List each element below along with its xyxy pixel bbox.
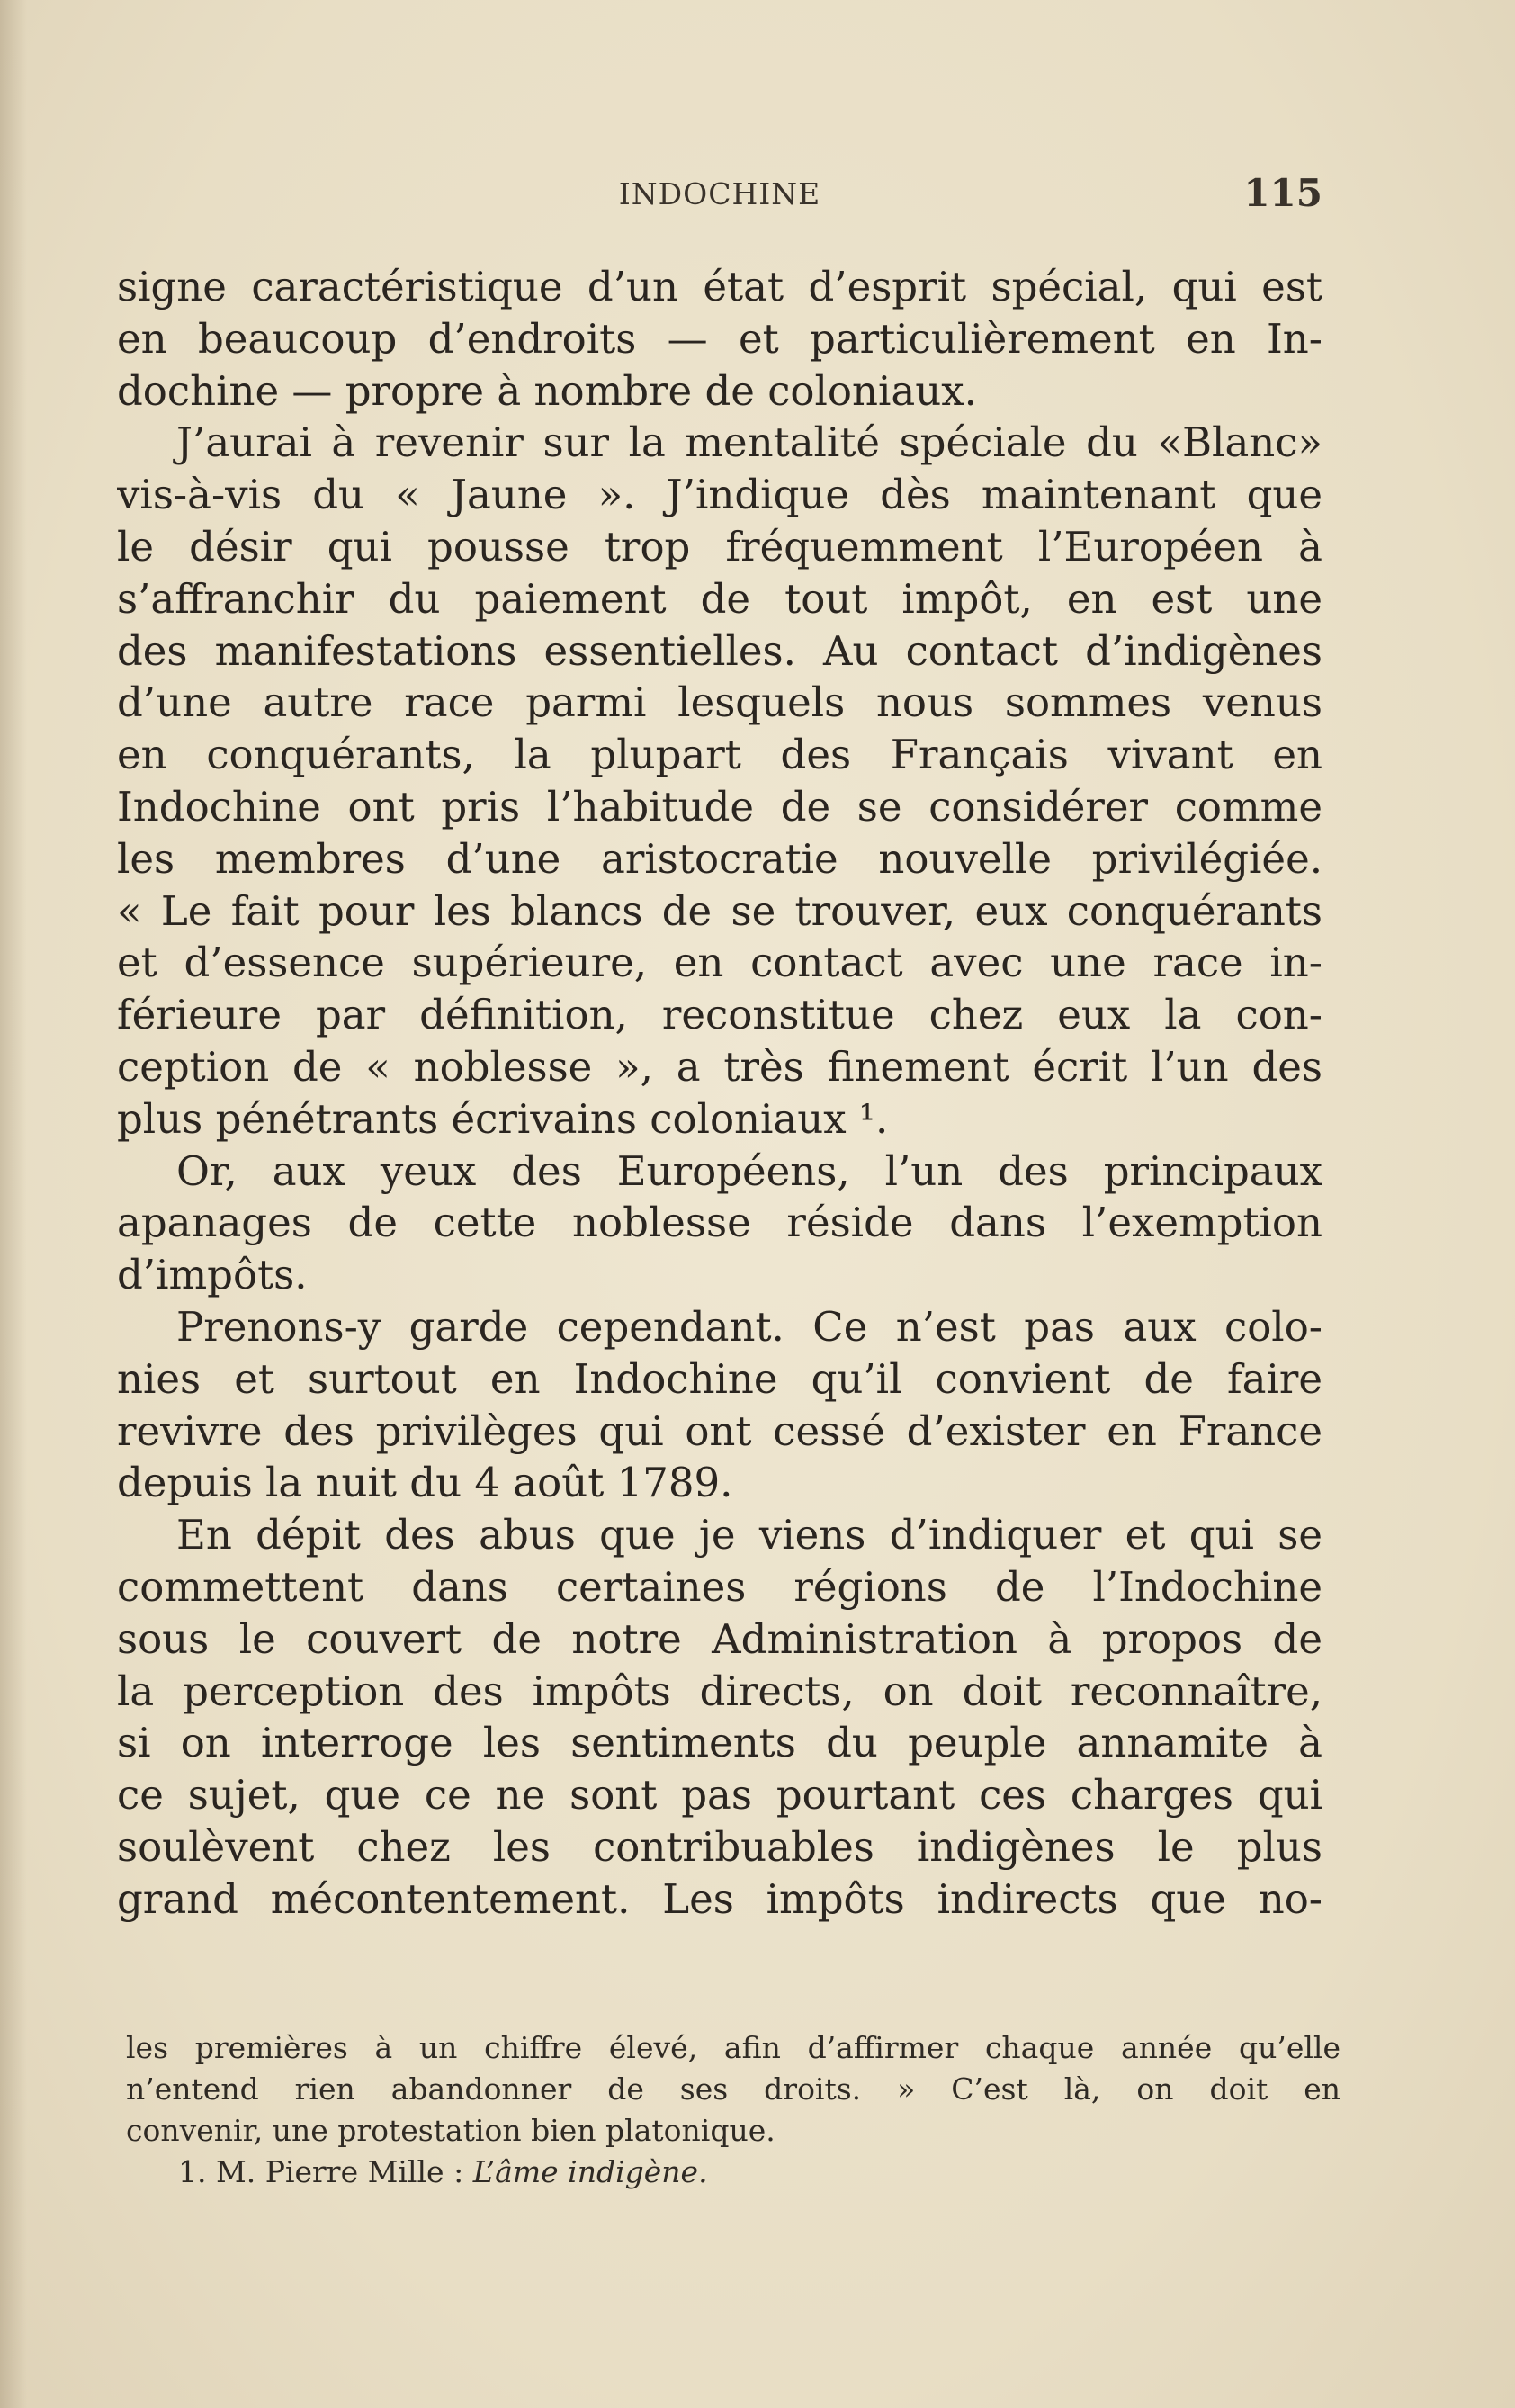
text-line: la perception des impôts directs, on doit reconnaître, [117,1667,1322,1715]
text-line: le désir qui pousse trop fréquemment l’Européen à [117,522,1322,571]
page-header [117,171,1322,216]
text-line: commettent dans certaines régions de l’Indochine [117,1562,1322,1611]
text-line: d’une autre race parmi lesquels nous sommes venus [117,678,1322,727]
running-title: INDOCHINE [618,176,821,211]
text-line: d’impôts. [117,1251,308,1299]
text-line: dochine — propre à nombre de coloniaux. [117,366,977,415]
text-line: férieure par définition, reconstitue chez eux la con- [117,991,1322,1039]
body-text [117,261,1322,1926]
footnote-1-marker: 1. M. Pierre Mille : [178,2154,473,2189]
text-line: si on interroge les sentiments du peuple annamite à [117,1719,1322,1767]
text-line: Indochine ont pris l’habitude de se considérer comme [117,782,1322,831]
text-line: En dépit des abus que je viens d’indiquer et qui se [176,1511,1322,1559]
footnote-line: n’entend rien abandonner de ses droits. » C’est là, on doit en [126,2071,1340,2107]
text-line: nies et surtout en Indochine qu’il convient de faire [117,1354,1322,1403]
footnote-line: les premières à un chiffre élevé, afin d’affirmer chaque année qu’elle [126,2030,1340,2065]
text-line: grand mécontentement. Les impôts indirects que no- [117,1874,1322,1923]
text-line: ception de « noblesse », a très finement écrit l’un des [117,1042,1322,1091]
text-line: J’aurai à revenir sur la mentalité spéciale du «Blanc» [176,418,1322,467]
text-line: sous le couvert de notre Administration à propos de [117,1614,1322,1663]
text-line: signe caractéristique d’un état d’esprit spécial, qui est [117,263,1322,310]
footnote-1-title: L’âme indigène. [472,2154,708,2189]
text-line: les membres d’une aristocratie nouvelle privilégiée. [117,834,1322,883]
text-line: des manifestations essentielles. Au contact d’indigènes [117,626,1322,675]
page-number: 115 [1243,171,1322,215]
text-line: ce sujet, que ce ne sont pas pourtant ces charges qui [117,1771,1322,1819]
footnote-1 [126,2152,1340,2193]
footnotes [126,2027,1340,2193]
text-line: soulèvent chez les contribuables indigènes le plus [117,1822,1322,1871]
binding-shadow [0,0,27,2408]
text-line: en beaucoup d’endroits — et particulièrement en In- [117,314,1322,363]
text-line: vis-à-vis du « Jaune ». J’indique dès maintenant que [117,471,1322,519]
text-line: « Le fait pour les blancs de se trouver, eux conquérants [117,886,1322,935]
text-line: Prenons-y garde cependant. Ce n’est pas aux colo- [176,1302,1322,1351]
text-line: en conquérants, la plupart des Français vivant en [117,731,1322,779]
text-line: Or, aux yeux des Européens, l’un des principaux [176,1146,1322,1195]
text-line: depuis la nuit du 4 août 1789. [117,1459,733,1507]
text-line: plus pénétrants écrivains coloniaux ¹. [117,1094,889,1143]
footnote-line: convenir, une protestation bien platonique. [126,2113,775,2148]
text-line: apanages de cette noblesse réside dans l’exemption [117,1199,1322,1247]
text-line: et d’essence supérieure, en contact avec une race in- [117,939,1322,987]
text-line: s’affranchir du paiement de tout impôt, en est une [117,574,1322,623]
text-line: revivre des privilèges qui ont cessé d’exister en France [117,1406,1322,1455]
